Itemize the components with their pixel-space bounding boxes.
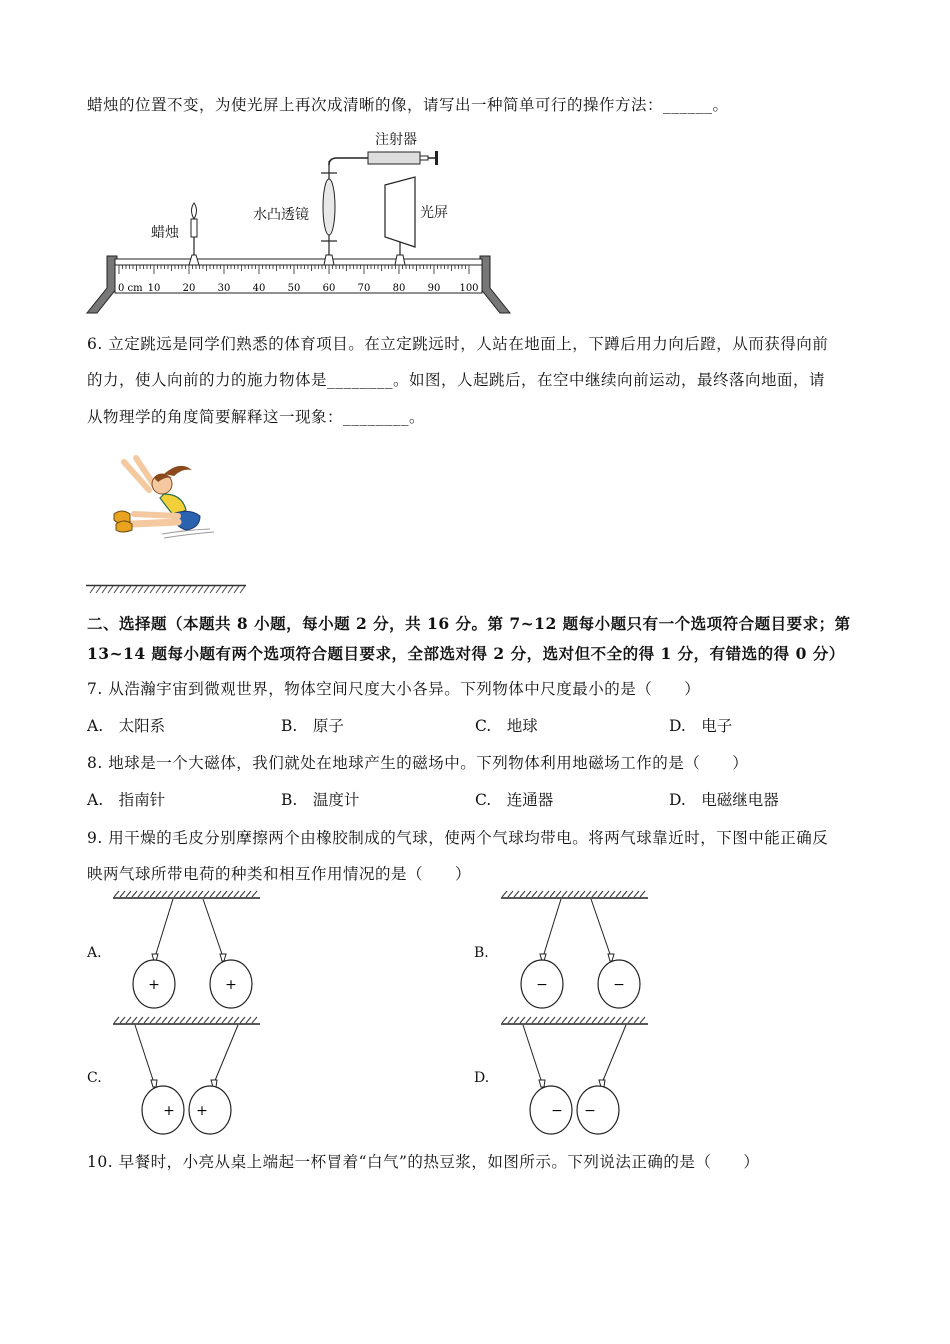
q6-line-3: 从物理学的角度简要解释这一现象：________。 [87, 408, 426, 426]
q7-option-a[interactable]: A. 太阳系 [87, 717, 166, 735]
q6-line-2: 的力，使人向前的力的施力物体是________。如图，人起跳后，在空中继续向前运动，最终落向地面，请 [87, 371, 826, 389]
q9-diagram-b[interactable] [498, 890, 653, 1020]
q7-stem: 7. 从浩瀚宇宙到微观世界，物体空间尺度大小各异。下列物体中尺度最小的是（ ） [87, 680, 701, 698]
ruler-tick-label: 30 [217, 283, 231, 294]
lens-label: 水凸透镜 [253, 207, 309, 223]
q9-a-right-sign: + [225, 977, 237, 993]
q7-option-c[interactable]: C. 地球 [475, 717, 538, 735]
ruler-tick-label: 50 [287, 283, 301, 294]
q9-d-right-sign: − [584, 1103, 596, 1119]
screen-label: 光屏 [420, 205, 448, 221]
ruler-tick-label: 20 [182, 283, 196, 294]
q9-diagram-d[interactable] [498, 1016, 653, 1141]
long-jumper-illustration [104, 450, 214, 540]
q9-option-c-letter[interactable]: C. [87, 1070, 102, 1086]
q9-option-a-letter[interactable]: A. [87, 945, 102, 961]
candle-label: 蜡烛 [151, 225, 179, 241]
q8-stem: 8. 地球是一个大磁体，我们就处在地球产生的磁场中。下列物体利用地磁场工作的是（ ） [87, 754, 749, 772]
q7-option-b[interactable]: B. 原子 [281, 717, 344, 735]
section2-heading-2: 13~14 题每小题有两个选项符合题目要求，全部选对得 2 分，选对但不全的得 1 分，有错选的得 0 分） [87, 644, 845, 663]
q9-c-left-sign: + [163, 1103, 175, 1119]
syringe-label: 注射器 [375, 132, 417, 148]
intro-text: 蜡烛的位置不变，为使光屏上再次成清晰的像，请写出一种简单可行的操作方法：______。 [87, 96, 729, 114]
q8-option-b[interactable]: B. 温度计 [281, 791, 360, 809]
q8-option-a[interactable]: A. 指南针 [87, 791, 166, 809]
q8-option-d[interactable]: D. 电磁继电器 [669, 791, 779, 809]
section2-heading-1: 二、选择题（本题共 8 小题，每小题 2 分，共 16 分。第 7~12 题每小题只有一个选项符合题目要求；第 [87, 614, 851, 633]
ground-hatch [86, 584, 246, 596]
ruler-tick-label: 10 [147, 283, 161, 294]
ruler-tick-label: 70 [357, 283, 371, 294]
q6-line-1: 6. 立定跳远是同学们熟悉的体育项目。在立定跳远时，人站在地面上，下蹲后用力向后蹬，从而获得向前 [87, 335, 829, 353]
q9-a-left-sign: + [148, 977, 160, 993]
ruler-tick-label: 60 [322, 283, 336, 294]
q9-c-right-sign: + [196, 1103, 208, 1119]
q9-b-left-sign: − [536, 977, 548, 993]
q7-option-d[interactable]: D. 电子 [669, 717, 733, 735]
q8-option-c[interactable]: C. 连通器 [475, 791, 554, 809]
ruler-tick-label: 40 [252, 283, 266, 294]
q9-diagram-c[interactable] [110, 1016, 265, 1141]
q9-option-b-letter[interactable]: B. [474, 945, 489, 961]
q9-d-left-sign: − [551, 1103, 563, 1119]
q9-line-1: 9. 用干燥的毛皮分别摩擦两个由橡胶制成的气球，使两个气球均带电。将两气球靠近时，下图中能正确反 [87, 829, 829, 847]
q10-stem: 10. 早餐时，小亮从桌上端起一杯冒着“白气”的热豆浆，如图所示。下列说法正确的是（ ） [87, 1153, 760, 1171]
ruler-tick-label: 100 [459, 283, 479, 294]
ruler-tick-label: 0 cm [118, 283, 143, 294]
ruler-tick-label: 90 [427, 283, 441, 294]
q9-diagram-a[interactable] [110, 890, 265, 1020]
q9-b-right-sign: − [613, 977, 625, 993]
q9-line-2: 映两气球所带电荷的种类和相互作用情况的是（ ） [87, 865, 472, 883]
ruler-tick-label: 80 [392, 283, 406, 294]
q9-option-d-letter[interactable]: D. [474, 1070, 490, 1086]
